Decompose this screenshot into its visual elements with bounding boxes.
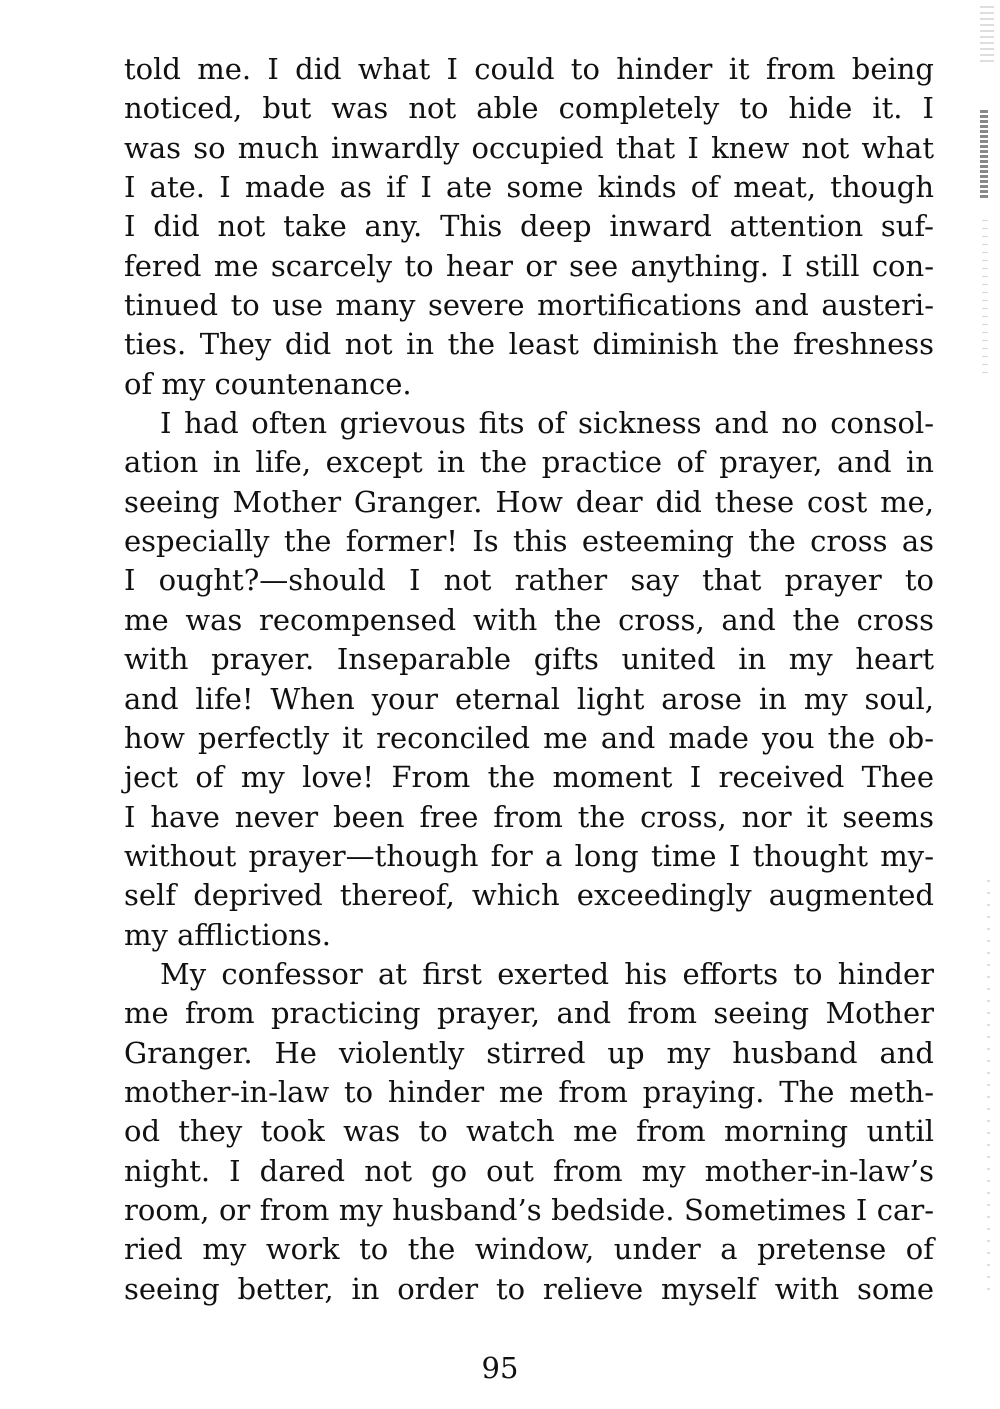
text-line: I had often grievous fits of sickness and no consol- — [160, 406, 934, 441]
text-line: me from practicing prayer, and from seeing Mother — [124, 996, 934, 1031]
text-line: My confessor at first exerted his efforts to hinder — [160, 956, 934, 991]
body-text — [124, 50, 934, 1309]
text-line: night. I dared not go out from my mother-in-law’s — [124, 1153, 934, 1188]
text-line: told me. I did what I could to hinder it from being — [124, 52, 934, 86]
text-line: room, or from my husband’s bedside. Sometimes I car- — [124, 1192, 934, 1227]
text-line: me was recompensed with the cross, and the cross — [124, 602, 934, 637]
paragraph — [124, 50, 934, 404]
paragraph — [124, 404, 934, 955]
text-line: ation in life, except in the practice of prayer, and in — [124, 445, 934, 480]
scan-noise — [982, 220, 988, 380]
scan-noise — [980, 6, 994, 66]
text-line: ried my work to the window, under a pretense of — [124, 1232, 934, 1267]
text-line: noticed, but was not able completely to hide it. I — [124, 91, 934, 126]
text-line: I ate. I made as if I ate some kinds of meat, though — [124, 170, 934, 205]
text-line: tinued to use many severe mortifications and austeri- — [124, 288, 934, 323]
text-line: self deprived thereof, which exceedingly augmented — [124, 878, 934, 913]
text-line: especially the former! Is this esteeming the cross as — [124, 524, 934, 559]
text-line: od they took was to watch me from morning until — [124, 1114, 934, 1149]
text-line: of my countenance. — [124, 366, 412, 401]
page-number: 95 — [481, 1351, 519, 1385]
text-line: ject of my love! From the moment I received Thee — [124, 760, 934, 795]
text-line: mother-in-law to hinder me from praying. The meth- — [124, 1074, 934, 1109]
scan-noise — [980, 110, 988, 200]
text-line: without prayer—though for a long time I thought my- — [124, 838, 934, 873]
text-line: I have never been free from the cross, nor it seems — [124, 799, 934, 834]
text-line: was so much inwardly occupied that I knew not what — [124, 130, 934, 165]
text-line: how perfectly it reconciled me and made you the ob- — [124, 720, 934, 755]
text-line: seeing better, in order to relieve myself with some — [124, 1271, 934, 1306]
text-line: and life! When your eternal light arose in my soul, — [124, 681, 934, 716]
text-line: ties. They did not in the least diminish the freshness — [124, 327, 934, 362]
text-line: seeing Mother Granger. How dear did these cost me, — [124, 484, 934, 519]
text-line: with prayer. Inseparable gifts united in my heart — [124, 642, 934, 677]
scan-noise — [987, 880, 990, 1300]
text-line: my afflictions. — [124, 917, 331, 952]
text-line: I ought?—should I not rather say that prayer to — [124, 563, 934, 598]
text-line: Granger. He violently stirred up my husband and — [124, 1035, 934, 1070]
text-line: fered me scarcely to hear or see anything. I still con- — [124, 248, 934, 283]
text-line: I did not take any. This deep inward attention suf- — [124, 209, 934, 244]
paragraph — [124, 955, 934, 1309]
